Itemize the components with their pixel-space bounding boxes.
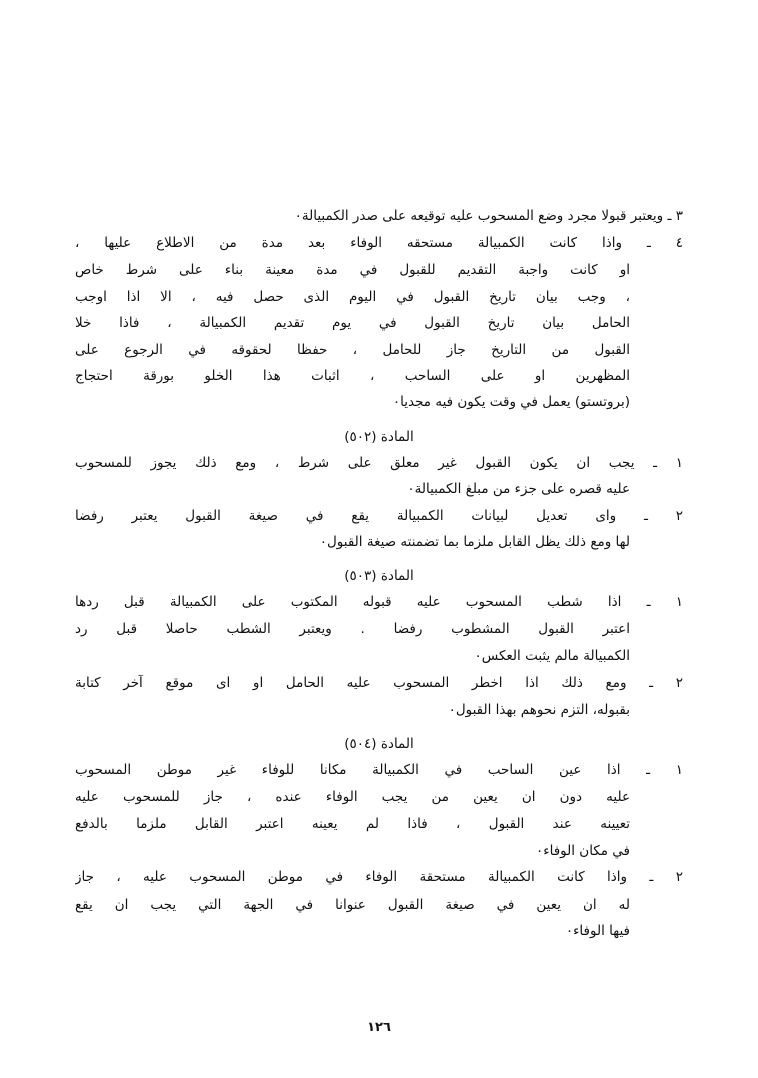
text-line: في مكان الوفاء٠ xyxy=(535,843,630,859)
text-line: بقبوله، التزم نحوهم بهذا القبول٠ xyxy=(448,702,630,718)
text-line: ١ ـ يجب ان يكون القبول غير معلق على شرط ، ومع ذلك يجوز للمسحوب xyxy=(75,455,683,471)
text-line: المظهرين او على الساحب ، اثبات هذا الخلو بورقة احتجاج xyxy=(75,368,630,384)
text-line: لها ومع ذلك يظل القابل ملزما بما تضمنته صيغة القبول٠ xyxy=(319,534,630,550)
text-line: اعتبر القبول المشطوب رفضا . ويعتبر الشطب حاصلا قبل رد xyxy=(75,621,630,637)
article-heading: المادة (٥٠٣) xyxy=(344,568,414,584)
text-line: له ان يعين في صيغة القبول عنوانا في الجهة التي يجب ان يقع xyxy=(75,897,630,913)
text-line: ٣ ـ ويعتبر قبولا مجرد وضع المسحوب عليه توقيعه على صدر الكمبيالة٠ xyxy=(294,208,683,224)
article-heading: المادة (٥٠٤) xyxy=(344,736,414,752)
text-line: ١ ـ اذا عين الساحب في الكمبيالة مكانا للوفاء غير موطن المسحوب xyxy=(75,762,683,778)
text-line: الحامل بيان تاريخ القبول في يوم تقديم الكمبيالة ، فاذا خلا xyxy=(75,315,630,331)
text-line: ١ ـ اذا شطب المسحوب عليه قبوله المكتوب على الكمبيالة قبل ردها xyxy=(75,594,683,610)
text-line: ٢ ـ واى تعديل لبيانات الكمبيالة يقع في صيغة القبول يعتبر رفضا xyxy=(75,508,683,524)
text-line: القبول من التاريخ جاز للحامل ، حفظا لحقوقه في الرجوع على xyxy=(75,342,630,358)
text-line: عليه قصره على جزء من مبلغ الكمبيالة٠ xyxy=(407,481,630,497)
text-line: ، وجب بيان تاريخ القبول في اليوم الذى حصل فيه ، الا اذا اوجب xyxy=(75,289,630,305)
page-number: ١٢٦ xyxy=(367,1020,391,1035)
text-line: ٢ ـ واذا كانت الكمبيالة مستحقة الوفاء في موطن المسحوب عليه ، جاز xyxy=(75,869,683,885)
text-line: فيها الوفاء٠ xyxy=(565,923,630,939)
text-line: ٤ ـ واذا كانت الكمبيالة مستحقه الوفاء بعد مدة من الاطلاع عليها ، xyxy=(75,235,683,251)
text-line: تعيينه عند القبول ، فاذا لم يعينه اعتبر القابل ملزما بالدفع xyxy=(75,816,630,832)
text-line: الكمبيالة مالم يثبت العكس٠ xyxy=(474,648,630,664)
text-line: (بروتستو) يعمل في وقت يكون فيه مجديا٠ xyxy=(392,394,630,410)
article-heading: المادة (٥٠٢) xyxy=(344,429,414,445)
text-line: او كانت واجبة التقديم للقبول في مدة معينة بناء على شرط خاص xyxy=(75,262,630,278)
text-line: عليه دون ان يعين من يجب الوفاء عنده ، جاز للمسحوب عليه xyxy=(75,789,630,805)
text-line: ٢ ـ ومع ذلك اذا اخطر المسحوب عليه الحامل او اى موقع آخر كتابة xyxy=(75,675,683,691)
